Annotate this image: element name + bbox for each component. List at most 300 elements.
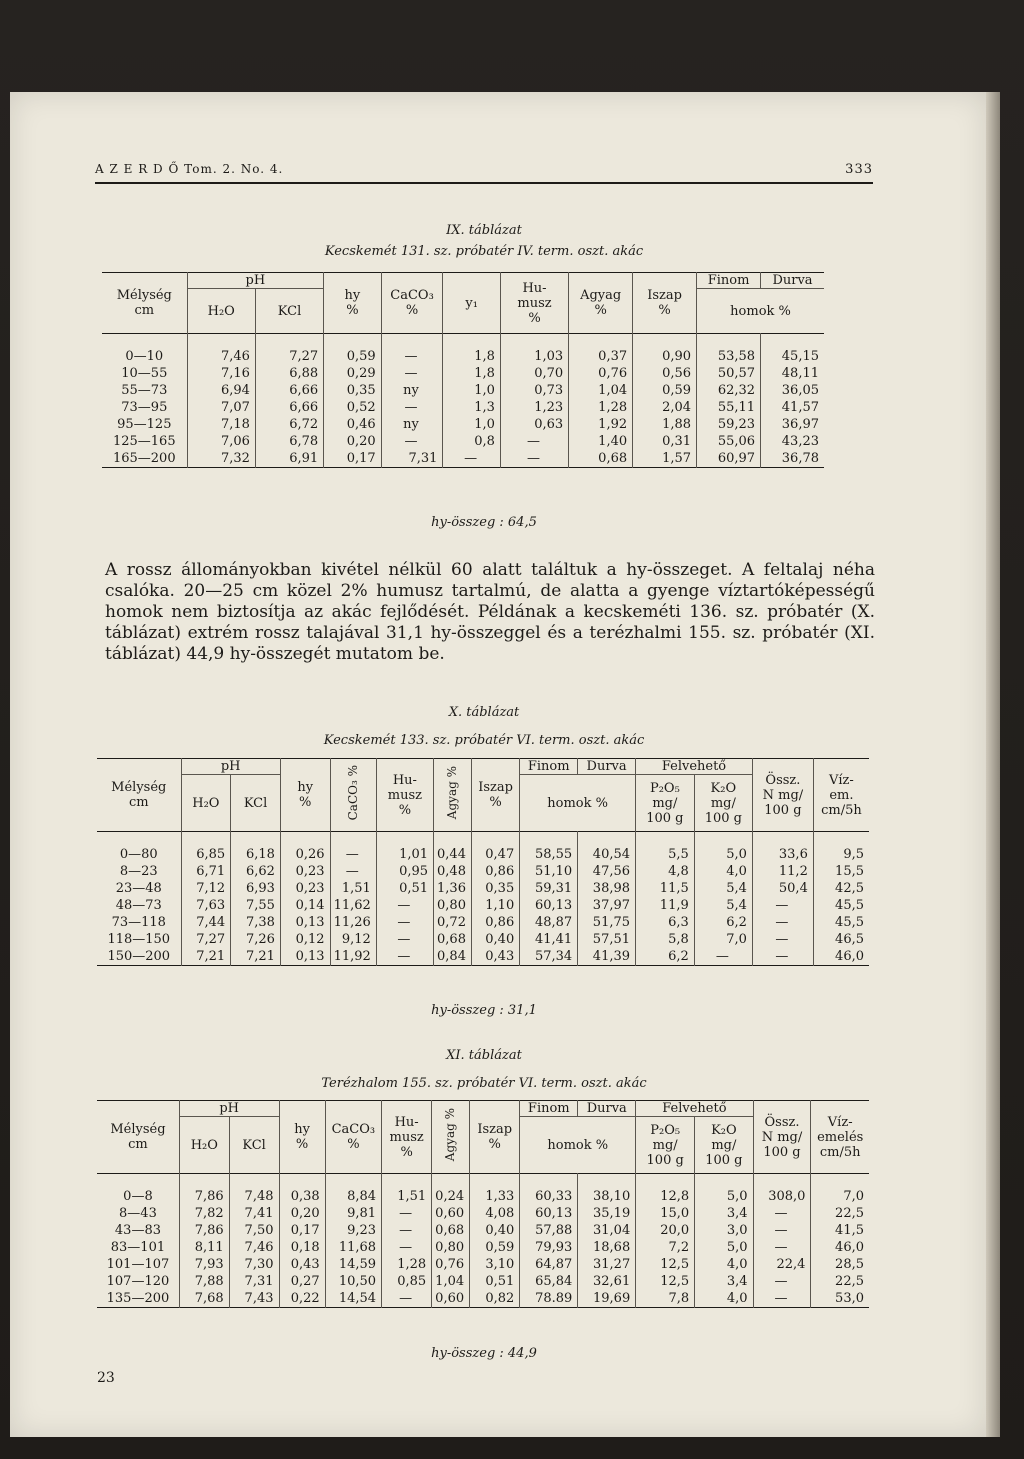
table-10-title: Kecskemét 133. sz. próbatér VI. term. oszt. akác: [323, 733, 645, 748]
table-cell: 0,68: [432, 1222, 470, 1239]
table-cell: 43,23: [761, 433, 824, 450]
table-cell: —: [753, 1290, 811, 1308]
table-cell: 9,81: [325, 1205, 381, 1222]
table-11-title: Terézhalom 155. sz. próbatér VI. term. oszt. akác: [321, 1076, 647, 1091]
table-cell: 36,97: [761, 416, 824, 433]
col-hy: hy %: [279, 1101, 325, 1174]
table-cell: 57,34: [520, 948, 578, 966]
table-cell: 125—165: [112, 434, 176, 449]
col-ph: pH: [187, 273, 324, 289]
table-cell: 8,11: [179, 1239, 229, 1256]
table-cell: 46,5: [813, 931, 869, 948]
table-row: [97, 897, 869, 914]
table-cell: 45,5: [813, 914, 869, 931]
table-cell: 1,51: [382, 1188, 432, 1205]
table-cell: 22,4: [753, 1256, 811, 1273]
table-cell: —: [382, 1205, 432, 1222]
table-cell: 6,2: [694, 914, 752, 931]
table-row: [97, 948, 869, 966]
table-cell: —: [376, 948, 433, 966]
table-cell: 0—80: [119, 847, 158, 862]
table-row: [102, 365, 824, 382]
table-11: [97, 1100, 869, 1312]
table-cell: 8—23: [119, 864, 158, 879]
table-row: [102, 416, 824, 433]
col-agyag: Agyag %: [432, 1101, 470, 1174]
table-cell: 308,0: [753, 1188, 811, 1205]
table-row: [97, 1256, 869, 1273]
col-p2o5: P₂O₅ mg/ 100 g: [636, 775, 695, 832]
col-depth: Mélység cm: [116, 288, 172, 318]
table-cell: 0,86: [471, 863, 519, 880]
table-cell: 0,72: [434, 914, 472, 931]
table-cell: 7,41: [229, 1205, 279, 1222]
table-cell: 10—55: [121, 366, 168, 381]
table-cell: 57,88: [520, 1222, 578, 1239]
col-kcl: KCl: [229, 1117, 279, 1174]
table-cell: 135—200: [106, 1291, 170, 1306]
table-cell: 12,5: [636, 1256, 695, 1273]
table-cell: —: [382, 1222, 432, 1239]
table-cell: 28,5: [811, 1256, 869, 1273]
table-cell: 7,2: [636, 1239, 695, 1256]
table-cell: 51,10: [520, 863, 578, 880]
table-cell: 1,88: [633, 416, 697, 433]
table-cell: 5,8: [636, 931, 695, 948]
table-cell: 0,95: [376, 863, 433, 880]
table-cell: 8—43: [119, 1206, 157, 1221]
table-cell: 59,31: [520, 880, 578, 897]
table-cell: 7,26: [231, 931, 281, 948]
table-row: [97, 1222, 869, 1239]
table-cell: 0,22: [279, 1290, 325, 1308]
col-k2o: K₂O mg/ 100 g: [695, 1117, 753, 1174]
table-cell: 41,41: [520, 931, 578, 948]
page-number: 333: [845, 162, 873, 177]
table-row: [97, 1273, 869, 1290]
table-cell: 64,87: [520, 1256, 578, 1273]
col-agyag: Agyag %: [569, 273, 633, 334]
table-cell: 38,98: [578, 880, 636, 897]
table-cell: 42,5: [813, 880, 869, 897]
col-ph: pH: [181, 759, 280, 775]
table-cell: 1,04: [569, 382, 633, 399]
col-k2o: K₂O mg/ 100 g: [694, 775, 752, 832]
table-cell: 1,28: [569, 399, 633, 416]
table-cell: 5,4: [694, 880, 752, 897]
table-cell: 6,93: [231, 880, 281, 897]
table-cell: 3,10: [470, 1256, 520, 1273]
table-cell: 0,76: [432, 1256, 470, 1273]
table-10: [97, 758, 869, 970]
col-kcl: KCl: [231, 775, 281, 832]
table-cell: 3,4: [695, 1205, 753, 1222]
table-cell: 1,92: [569, 416, 633, 433]
table-cell: 0,84: [434, 948, 472, 966]
table-cell: 7,27: [181, 931, 231, 948]
table-cell: 0,26: [280, 846, 330, 863]
table-cell: 3,0: [695, 1222, 753, 1239]
table-cell: 22,5: [811, 1205, 869, 1222]
table-cell: 0,56: [633, 365, 697, 382]
table-cell: 1,8: [443, 365, 500, 382]
col-humus: Hu- musz %: [500, 273, 568, 334]
table-cell: —: [694, 948, 752, 966]
table-cell: 0,40: [470, 1222, 520, 1239]
table-cell: —: [330, 846, 376, 863]
table-cell: 48,11: [761, 365, 824, 382]
table-cell: 7,63: [181, 897, 231, 914]
table-cell: 0,90: [633, 348, 697, 365]
table-cell: 95—125: [117, 417, 172, 432]
col-homok: homok %: [520, 1117, 636, 1174]
table-row: [97, 914, 869, 931]
table-cell: 6,66: [255, 399, 323, 416]
col-durva: Durva: [578, 759, 636, 775]
table-11-number: XI. táblázat: [446, 1048, 522, 1063]
table-cell: 7,0: [694, 931, 752, 948]
table-cell: 107—120: [106, 1274, 170, 1289]
col-hy: hy %: [280, 759, 330, 832]
col-iszap: Iszap %: [633, 273, 697, 334]
table-cell: 0,60: [432, 1205, 470, 1222]
table-cell: 1,33: [470, 1188, 520, 1205]
table-cell: 0,29: [324, 365, 381, 382]
table-cell: 11,26: [330, 914, 376, 931]
table-cell: 6,91: [255, 450, 323, 468]
table-cell: 0,18: [279, 1239, 325, 1256]
table-cell: 6,94: [187, 382, 255, 399]
table-11-body: [97, 1174, 869, 1308]
table-cell: 0,35: [324, 382, 381, 399]
table-cell: 35,19: [578, 1205, 636, 1222]
col-felveheto: Felvehető: [636, 759, 753, 775]
table-cell: 6,78: [255, 433, 323, 450]
table-9-title: Kecskemét 131. sz. próbatér IV. term. oszt. akác: [324, 244, 644, 259]
table-cell: 48,87: [520, 914, 578, 931]
table-cell: 53,0: [811, 1290, 869, 1308]
table-cell: 1,10: [471, 897, 519, 914]
table-cell: 78.89: [520, 1290, 578, 1308]
table-cell: 6,71: [181, 863, 231, 880]
table-row: [97, 880, 869, 897]
table-cell: 0,13: [280, 914, 330, 931]
table-cell: 7,27: [255, 348, 323, 365]
table-cell: 40,54: [578, 846, 636, 863]
table-cell: 53,58: [697, 348, 761, 365]
table-cell: 46,0: [813, 948, 869, 966]
table-cell: 7,18: [187, 416, 255, 433]
table-cell: 7,32: [187, 450, 255, 468]
table-10-sum: hy-összeg : 31,1: [431, 1003, 537, 1018]
table-cell: 6,66: [255, 382, 323, 399]
table-cell: 31,27: [578, 1256, 636, 1273]
table-cell: 14,59: [325, 1256, 381, 1273]
table-10-body: [97, 832, 869, 966]
table-cell: 50,4: [752, 880, 813, 897]
col-hy: hy %: [324, 273, 381, 334]
table-cell: 0,59: [633, 382, 697, 399]
table-cell: 5,0: [694, 846, 752, 863]
col-caco3: CaCO₃ %: [330, 759, 376, 832]
table-cell: 0,37: [569, 348, 633, 365]
table-cell: —: [381, 399, 443, 416]
table-cell: 0,68: [569, 450, 633, 468]
table-cell: 46,0: [811, 1239, 869, 1256]
table-cell: 0—10: [125, 349, 164, 364]
table-cell: 7,46: [187, 348, 255, 365]
table-row: [97, 931, 869, 948]
table-cell: —: [752, 897, 813, 914]
table-cell: 0,59: [324, 348, 381, 365]
table-cell: 0,70: [500, 365, 568, 382]
table-cell: 58,55: [520, 846, 578, 863]
table-cell: —: [443, 450, 500, 468]
table-cell: 73—95: [121, 400, 168, 415]
table-cell: 0,38: [279, 1188, 325, 1205]
table-cell: 55—73: [121, 383, 168, 398]
table-cell: 3,4: [695, 1273, 753, 1290]
col-nitrogen: Össz. N mg/ 100 g: [753, 1101, 811, 1174]
table-cell: 7,31: [229, 1273, 279, 1290]
table-cell: 20,0: [636, 1222, 695, 1239]
table-cell: 0,51: [376, 880, 433, 897]
table-cell: —: [381, 365, 443, 382]
table-cell: 50,57: [697, 365, 761, 382]
table-row: [97, 1290, 869, 1308]
table-cell: —: [500, 450, 568, 468]
table-cell: —: [752, 914, 813, 931]
table-cell: 0,52: [324, 399, 381, 416]
table-cell: 1,28: [382, 1256, 432, 1273]
table-cell: 7,12: [181, 880, 231, 897]
table-cell: 5,5: [636, 846, 695, 863]
table-row: [97, 1188, 869, 1205]
col-homok: homok %: [520, 775, 636, 832]
table-cell: 6,2: [636, 948, 695, 966]
table-cell: 7,44: [181, 914, 231, 931]
table-11-sum: hy-összeg : 44,9: [431, 1346, 537, 1361]
table-cell: 32,61: [578, 1273, 636, 1290]
table-10-number: X. táblázat: [448, 705, 520, 720]
table-cell: 37,97: [578, 897, 636, 914]
table-cell: 7,48: [229, 1188, 279, 1205]
table-cell: 11,62: [330, 897, 376, 914]
table-cell: 59,23: [697, 416, 761, 433]
table-cell: 0,47: [471, 846, 519, 863]
col-ph: pH: [179, 1101, 279, 1117]
table-cell: 18,68: [578, 1239, 636, 1256]
table-cell: 6,85: [181, 846, 231, 863]
table-cell: 0,82: [470, 1290, 520, 1308]
table-cell: 83—101: [110, 1240, 166, 1255]
table-row: [102, 382, 824, 399]
table-cell: 45,15: [761, 348, 824, 365]
table-cell: —: [382, 1290, 432, 1308]
table-cell: 1,36: [434, 880, 472, 897]
table-cell: 7,06: [187, 433, 255, 450]
table-cell: 11,2: [752, 863, 813, 880]
col-iszap: Iszap %: [470, 1101, 520, 1174]
table-cell: —: [753, 1222, 811, 1239]
book-spine: [986, 92, 1000, 1437]
table-cell: 47,56: [578, 863, 636, 880]
col-felveheto: Felvehető: [636, 1101, 753, 1117]
table-cell: 0,24: [432, 1188, 470, 1205]
table-cell: 0,86: [471, 914, 519, 931]
table-cell: 1,04: [432, 1273, 470, 1290]
col-p2o5: P₂O₅ mg/ 100 g: [636, 1117, 695, 1174]
table-cell: 0,48: [434, 863, 472, 880]
table-cell: 6,18: [231, 846, 281, 863]
table-cell: 36,05: [761, 382, 824, 399]
table-cell: 15,0: [636, 1205, 695, 1222]
table-cell: 0,68: [434, 931, 472, 948]
table-cell: —: [330, 863, 376, 880]
running-header: [95, 160, 873, 180]
col-kcl: KCl: [255, 289, 323, 334]
table-cell: 0,14: [280, 897, 330, 914]
col-caco3: CaCO₃ %: [325, 1101, 381, 1174]
table-cell: 7,86: [179, 1188, 229, 1205]
table-cell: 4,08: [470, 1205, 520, 1222]
table-cell: 7,8: [636, 1290, 695, 1308]
table-cell: 7,30: [229, 1256, 279, 1273]
page-mark: 23: [97, 1370, 115, 1386]
table-cell: 7,21: [231, 948, 281, 966]
table-cell: —: [381, 433, 443, 450]
table-cell: 14,54: [325, 1290, 381, 1308]
table-cell: 4,8: [636, 863, 695, 880]
table-cell: 7,55: [231, 897, 281, 914]
table-cell: 7,31: [381, 450, 443, 468]
table-cell: 6,72: [255, 416, 323, 433]
table-cell: —: [753, 1239, 811, 1256]
table-cell: 7,93: [179, 1256, 229, 1273]
table-cell: 41,39: [578, 948, 636, 966]
table-cell: ny: [381, 382, 443, 399]
table-cell: 0,23: [280, 863, 330, 880]
table-cell: 48—73: [115, 898, 162, 913]
table-cell: —: [752, 931, 813, 948]
table-cell: 0,17: [324, 450, 381, 468]
table-cell: 11,92: [330, 948, 376, 966]
table-cell: 6,62: [231, 863, 281, 880]
table-cell: 0,85: [382, 1273, 432, 1290]
table-cell: 19,69: [578, 1290, 636, 1308]
table-cell: 60,13: [520, 1205, 578, 1222]
table-cell: 11,68: [325, 1239, 381, 1256]
table-cell: 1,3: [443, 399, 500, 416]
table-cell: 7,50: [229, 1222, 279, 1239]
table-cell: 0,35: [471, 880, 519, 897]
table-cell: 0,17: [279, 1222, 325, 1239]
col-finom: Finom: [520, 1101, 578, 1117]
table-cell: 55,11: [697, 399, 761, 416]
table-cell: 41,5: [811, 1222, 869, 1239]
table-cell: 101—107: [106, 1257, 170, 1272]
table-cell: 5,0: [695, 1188, 753, 1205]
table-cell: 36,78: [761, 450, 824, 468]
table-cell: 0,59: [470, 1239, 520, 1256]
table-row: [102, 450, 824, 468]
table-cell: 7,38: [231, 914, 281, 931]
col-depth: Mélység cm: [111, 780, 167, 810]
table-cell: 1,01: [376, 846, 433, 863]
table-cell: 41,57: [761, 399, 824, 416]
table-cell: 0,23: [280, 880, 330, 897]
col-h2o: H₂O: [187, 289, 255, 334]
table-cell: 7,0: [811, 1188, 869, 1205]
table-9-body: [102, 334, 824, 468]
table-cell: 7,43: [229, 1290, 279, 1308]
table-9-sum: hy-összeg : 64,5: [431, 515, 537, 530]
table-cell: 65,84: [520, 1273, 578, 1290]
col-viz: Víz- emelés cm/5h: [811, 1101, 869, 1174]
col-durva: Durva: [578, 1101, 636, 1117]
table-cell: 9,5: [813, 846, 869, 863]
table-cell: 0,43: [471, 948, 519, 966]
table-cell: 0,20: [324, 433, 381, 450]
table-cell: —: [381, 348, 443, 365]
table-cell: 4,0: [694, 863, 752, 880]
col-homok: homok %: [697, 289, 824, 334]
table-9: [102, 272, 824, 472]
table-cell: 31,04: [578, 1222, 636, 1239]
col-finom: Finom: [520, 759, 578, 775]
table-cell: 1,8: [443, 348, 500, 365]
col-humus: Hu- musz %: [382, 1101, 432, 1174]
table-cell: 0,63: [500, 416, 568, 433]
table-cell: —: [500, 433, 568, 450]
col-durva: Durva: [761, 273, 824, 289]
table-cell: 60,33: [520, 1188, 578, 1205]
table-cell: 0,46: [324, 416, 381, 433]
table-cell: 1,0: [443, 416, 500, 433]
table-cell: 1,40: [569, 433, 633, 450]
table-cell: 0,31: [633, 433, 697, 450]
table-cell: 73—118: [111, 915, 166, 930]
table-cell: —: [753, 1273, 811, 1290]
col-h2o: H₂O: [181, 775, 231, 832]
table-row: [97, 1239, 869, 1256]
table-cell: —: [753, 1205, 811, 1222]
table-row: [102, 433, 824, 450]
table-cell: 4,0: [695, 1290, 753, 1308]
col-humus: Hu- musz %: [376, 759, 433, 832]
table-cell: 0,43: [279, 1256, 325, 1273]
table-cell: 1,0: [443, 382, 500, 399]
table-cell: 15,5: [813, 863, 869, 880]
table-cell: 150—200: [107, 949, 171, 964]
header-rule: [95, 182, 873, 184]
table-cell: 7,46: [229, 1239, 279, 1256]
table-cell: 12,8: [636, 1188, 695, 1205]
table-cell: 7,16: [187, 365, 255, 382]
table-cell: 0,12: [280, 931, 330, 948]
table-cell: —: [752, 948, 813, 966]
table-cell: 60,13: [520, 897, 578, 914]
table-cell: 0,80: [432, 1239, 470, 1256]
table-cell: 0,40: [471, 931, 519, 948]
table-cell: 10,50: [325, 1273, 381, 1290]
table-cell: 55,06: [697, 433, 761, 450]
table-row: [97, 1205, 869, 1222]
table-cell: 62,32: [697, 382, 761, 399]
table-cell: 1,57: [633, 450, 697, 468]
table-cell: 23—48: [115, 881, 162, 896]
table-cell: 0,73: [500, 382, 568, 399]
